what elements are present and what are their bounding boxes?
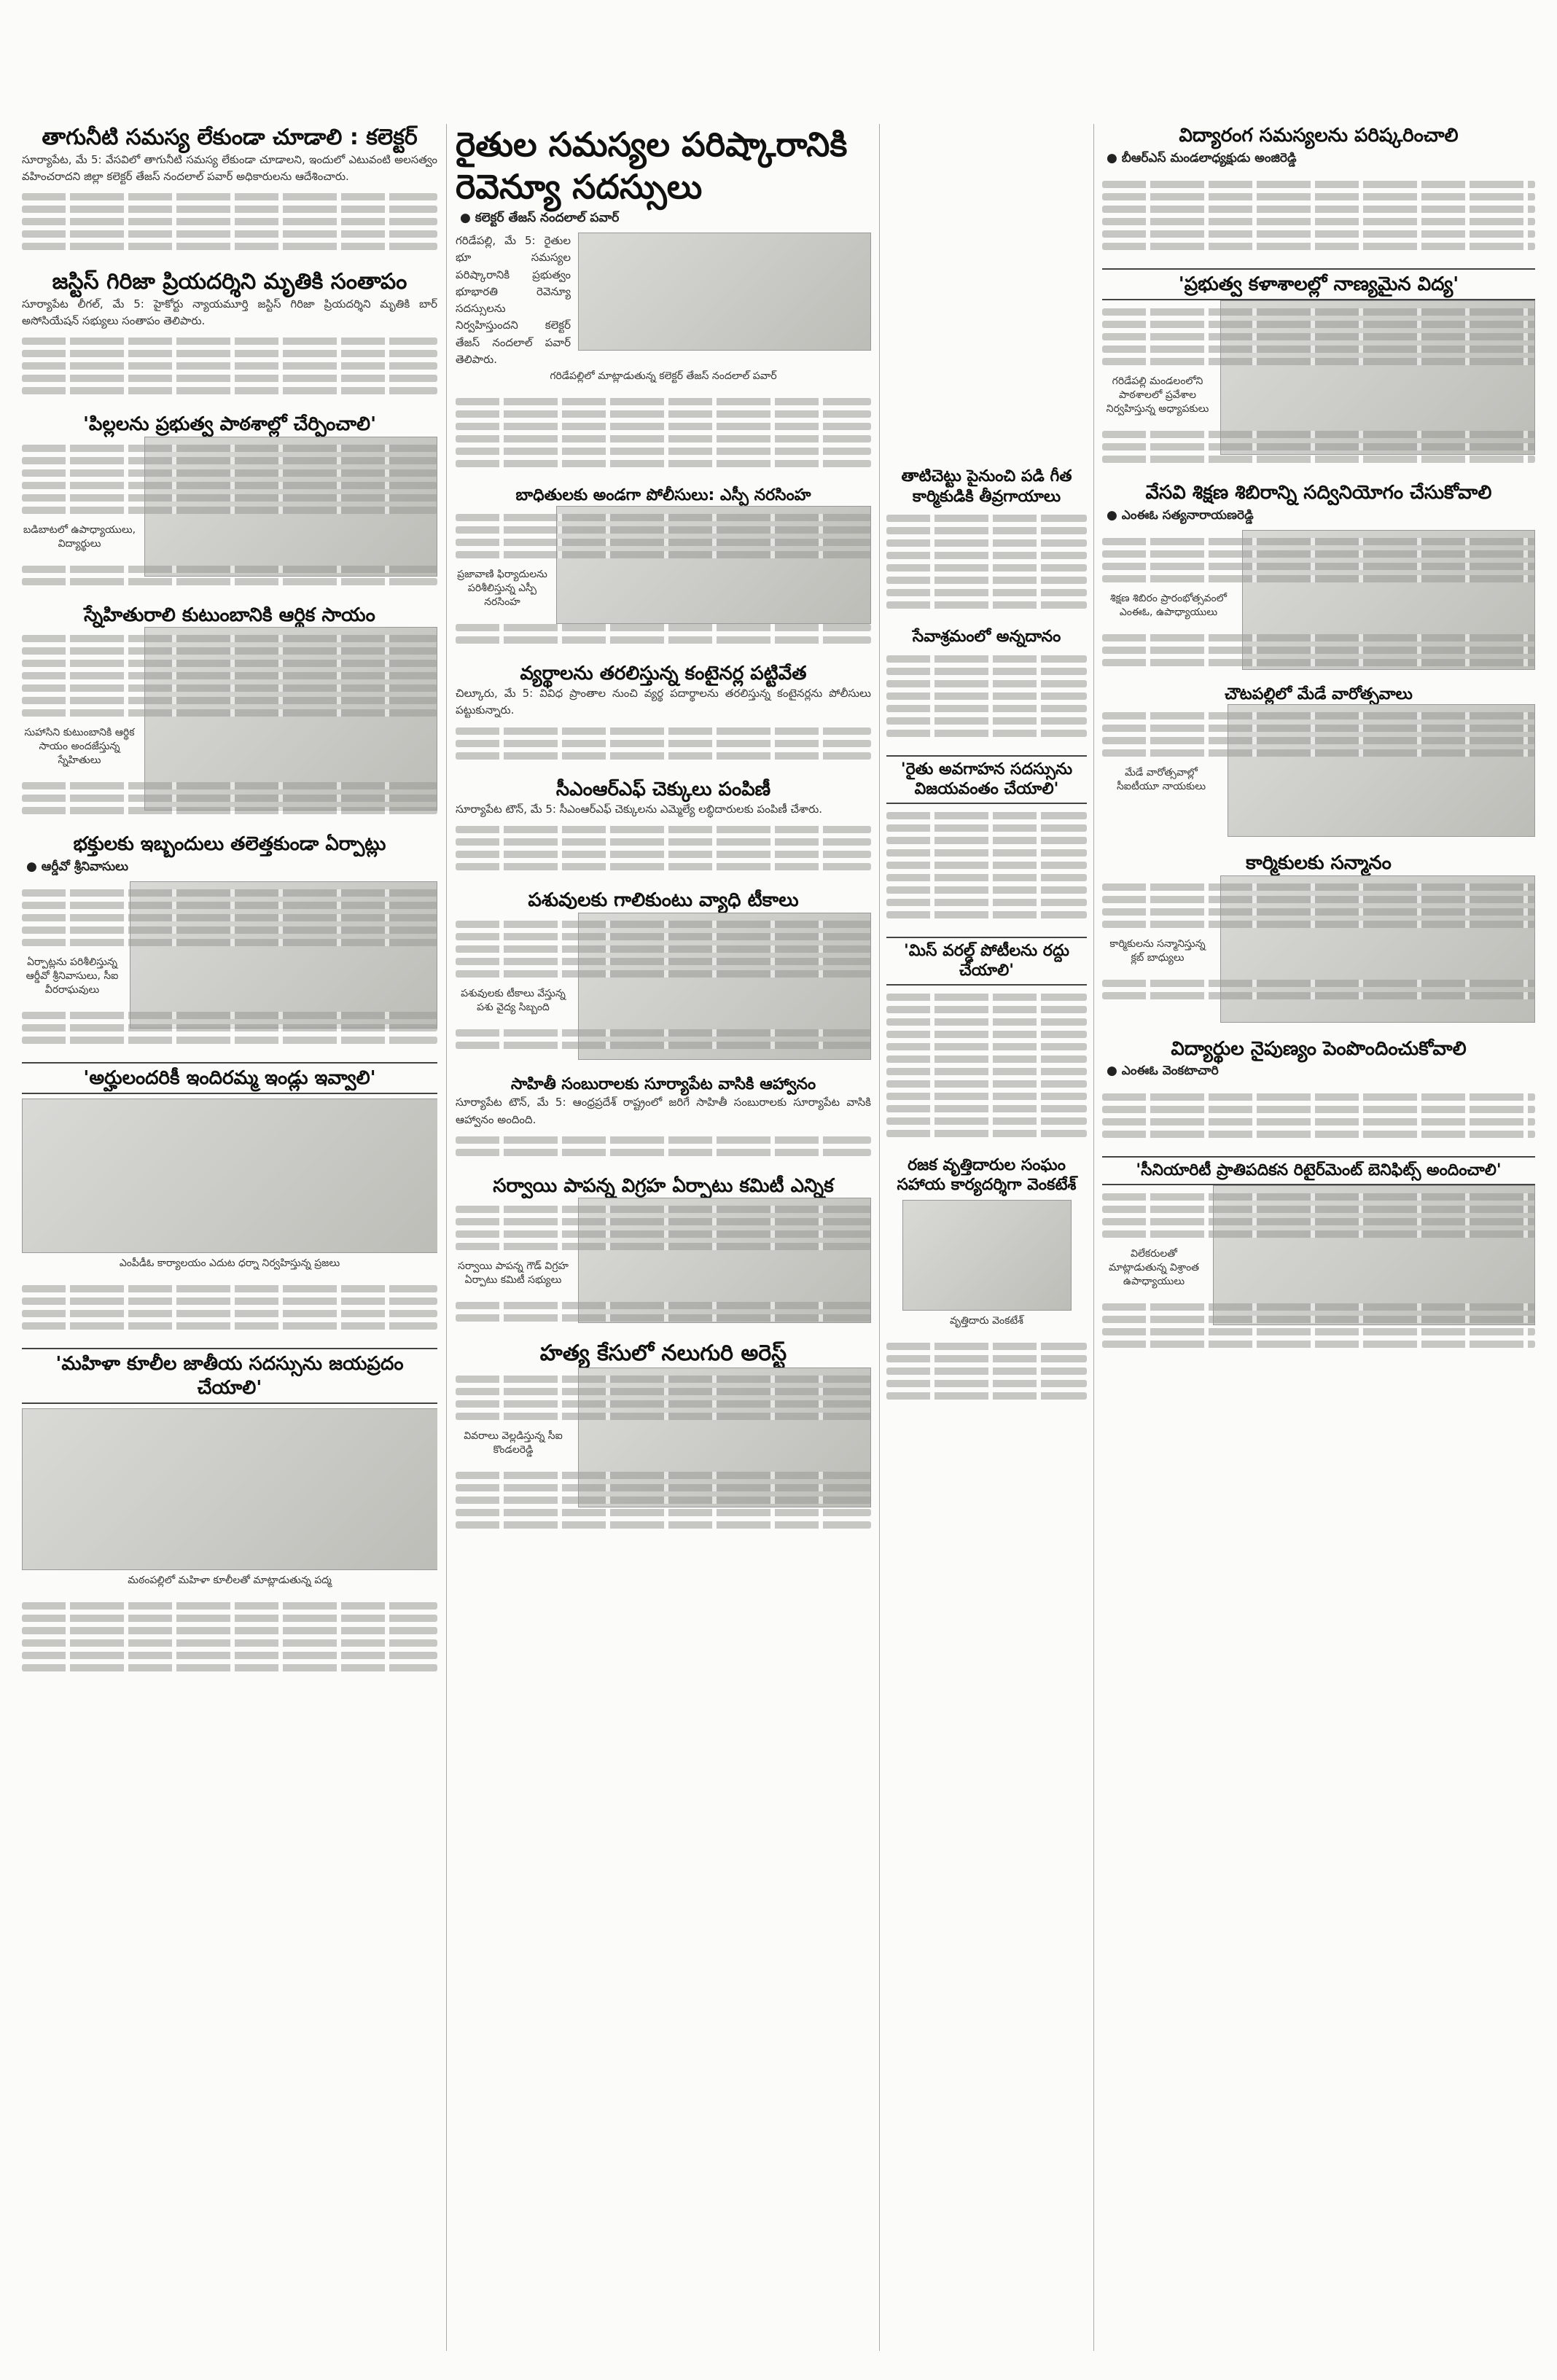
- article-sahithi: [456, 1074, 871, 1164]
- text-line: [886, 601, 1087, 609]
- article-text: [1102, 173, 1535, 258]
- text-line: [1102, 1218, 1535, 1225]
- photo-caption: ప్రజావాణి ఫిర్యాదులను పరిశీలిస్తున్న ఎస్పీ నరసింహ: [457, 568, 547, 608]
- text-line: [456, 1218, 871, 1225]
- text-line: [1102, 308, 1535, 316]
- text-line: [22, 193, 437, 200]
- headline: భక్తులకు ఇబ్బందులు తలెత్తకుండా ఏర్పాట్లు: [73, 833, 386, 855]
- text-line: [886, 1355, 1087, 1362]
- photo-caption: వివరాలు వెల్లడిస్తున్న సీఐ కొండలరెడ్డి: [464, 1429, 563, 1456]
- text-line: [886, 527, 1087, 534]
- text-line: [1102, 1118, 1535, 1125]
- headline: 'సీనియారిటీ ప్రాతిపదికన రిటైర్‌మెంట్ బెనిఫిట్స్ అందించాలి': [1102, 1156, 1535, 1185]
- text-line: [1102, 659, 1535, 666]
- text-line: [1102, 1316, 1535, 1323]
- article-education-issues: [1102, 124, 1535, 258]
- article-text: [1102, 1085, 1535, 1146]
- text-line: [886, 539, 1087, 547]
- news-photo: [556, 506, 871, 624]
- text-line: [886, 1380, 1087, 1387]
- text-line: [22, 445, 437, 452]
- text-line: [456, 1314, 871, 1322]
- article-text: [456, 818, 871, 878]
- text-line: [456, 958, 871, 965]
- headline: బాధితులకు అండగా పోలీసులు: ఎస్పీ నరసింహ: [515, 486, 811, 504]
- text-line: [22, 1298, 437, 1305]
- text-line: [886, 1068, 1087, 1075]
- article-retirement-benefits: [1102, 1156, 1535, 1356]
- photo-caption: సుహాసిని కుటుంబానికి ఆర్థిక సాయం అందజేస్తున్న స్నేహితులు: [24, 727, 135, 766]
- text-line: [886, 1105, 1087, 1112]
- text-line: [1102, 1193, 1535, 1201]
- column-1: [22, 124, 437, 1690]
- text-line: [1102, 921, 1535, 928]
- text-line: [1102, 456, 1535, 463]
- text-line: [886, 994, 1087, 1001]
- headline: వేసవి శిక్షణ శిబిరాన్ని సద్వినియోగం చేసుకోవాలి: [1145, 482, 1492, 504]
- news-photo: [22, 1408, 437, 1570]
- text-line: [456, 1376, 871, 1383]
- text-line: [1102, 431, 1535, 438]
- news-photo: [902, 1200, 1072, 1311]
- text-line: [456, 1230, 871, 1238]
- article-drinking-water: [22, 124, 437, 258]
- text-line: [886, 1367, 1087, 1375]
- text-line: [456, 1413, 871, 1420]
- text-line: [456, 539, 871, 546]
- text-line: [886, 577, 1087, 584]
- text-line: [886, 911, 1087, 918]
- text-line: [1102, 206, 1535, 213]
- text-line: [456, 624, 871, 631]
- column-divider: [1093, 124, 1094, 2351]
- article-text: [886, 986, 1087, 1145]
- article-body: సూర్యాపేట టౌన్, మే 5: ఆంధ్రప్రదేశ్ రాష్ట్రంలో జరిగే సాహితీ సంబురాలకు సూర్యాపేట వాసికి ఆహ్వానం అందింది.: [456, 1096, 871, 1126]
- text-line: [22, 338, 437, 345]
- headline: పశువులకు గాలికుంటు వ్యాధి టీకాలు: [528, 889, 799, 912]
- photo-caption: వృత్తిదారు వెంకటేశ్: [950, 1314, 1023, 1327]
- text-line: [886, 1130, 1087, 1137]
- text-line: [22, 494, 437, 502]
- text-line: [456, 514, 871, 521]
- article-text: [456, 1128, 871, 1164]
- column-2: [456, 124, 871, 1547]
- article-text: [456, 719, 871, 768]
- photo-caption: సర్వాయి పాపన్న గౌడ్ విగ్రహ ఏర్పాటు కమిటీ సభ్యులు: [458, 1260, 569, 1287]
- headline: 'పిల్లలను ప్రభుత్వ పాఠశాల్లో చేర్పించాలి': [82, 413, 377, 435]
- text-line: [456, 1388, 871, 1395]
- column-3: [886, 467, 1087, 1418]
- text-line: [22, 457, 437, 464]
- column-4: [1102, 124, 1535, 1366]
- text-line: [886, 515, 1087, 522]
- article-text: [22, 329, 437, 402]
- text-line: [1102, 1230, 1535, 1238]
- text-line: [886, 886, 1087, 894]
- text-line: [456, 1472, 871, 1479]
- main-headline: రైతుల సమస్యల పరిష్కారానికి రెవెన్యూ సదస్సులు: [456, 125, 848, 206]
- text-line: [22, 647, 437, 655]
- article-body: చిల్కూరు, మే 5: వివిధ ప్రాంతాల నుంచి వ్యర్థ పదార్థాలను తరలిస్తున్న కంటైనర్లను పోలీసులు పట్టుకున్నారు.: [456, 687, 871, 717]
- article-text: [22, 1594, 437, 1679]
- text-line: [886, 1080, 1087, 1088]
- text-line: [22, 1310, 437, 1317]
- text-line: [886, 824, 1087, 832]
- photo-caption: ఏర్పాట్లను పరిశీలిస్తున్న ఆర్డీవో శ్రీనివాసులు, సీఐ వీరరాఘవులు: [26, 956, 119, 996]
- text-line: [886, 705, 1087, 712]
- text-line: [22, 1285, 437, 1292]
- article-text: [456, 1464, 871, 1537]
- text-line: [886, 668, 1087, 675]
- text-line: [22, 469, 437, 477]
- text-line: [22, 1602, 437, 1610]
- text-line: [22, 709, 437, 717]
- text-line: [456, 1206, 871, 1213]
- text-line: [22, 1627, 437, 1634]
- article-text: [886, 804, 1087, 926]
- text-line: [456, 1243, 871, 1250]
- text-line: [456, 551, 871, 558]
- text-line: [1102, 193, 1535, 200]
- article-toddy-tapper: [886, 467, 1087, 617]
- text-line: [1102, 992, 1535, 999]
- text-line: [456, 636, 871, 644]
- article-student-skills: [1102, 1037, 1535, 1147]
- photo-caption: మఠంపల్లిలో మహిళా కూలీలతో మాట్లాడుతున్న పద్మ: [128, 1575, 332, 1586]
- text-line: [22, 578, 437, 585]
- article-containers: [456, 662, 871, 768]
- headline: 'ప్రభుత్వ కళాశాలల్లో నాణ్యమైన విద్య': [1102, 268, 1535, 301]
- text-line: [886, 1018, 1087, 1026]
- article-body: సూర్యాపేట లీగల్, మే 5: హైకోర్టు న్యాయమూర్తి జస్టిస్ గిరిజా ప్రియదర్శిని మృతికి బార్ అసోసియేషన్ సభ్యులు సంతాపం తెలిపారు.: [22, 297, 437, 327]
- text-line: [1102, 634, 1535, 641]
- headline: హత్య కేసులో నలుగురి అరెస్ట్: [539, 1341, 787, 1367]
- text-line: [456, 1029, 871, 1037]
- text-line: [22, 889, 437, 897]
- article-murder-arrest: [456, 1340, 871, 1537]
- text-line: [22, 914, 437, 921]
- headline: కార్మికులకు సన్మానం: [1246, 852, 1392, 874]
- headline: రజక వృత్తిదారుల సంఘం సహాయ కార్యదర్శిగా వెంకటేశ్: [897, 1155, 1077, 1194]
- article-financial-help: [22, 604, 437, 823]
- text-line: [1102, 1093, 1535, 1101]
- text-line: [456, 1302, 871, 1309]
- text-line: [886, 1093, 1087, 1100]
- article-devotees: [22, 832, 437, 1052]
- byline: ● ఎంఈఓ వెంకటాచారి: [1107, 1064, 1219, 1078]
- text-line: [456, 1484, 871, 1491]
- text-line: [22, 362, 437, 370]
- text-line: [22, 482, 437, 489]
- text-line: [22, 1024, 437, 1031]
- text-line: [22, 243, 437, 250]
- text-line: [456, 933, 871, 940]
- text-line: [22, 566, 437, 573]
- text-line: [456, 851, 871, 858]
- text-line: [456, 1136, 871, 1144]
- photo-caption: విలేకరులతో మాట్లాడుతున్న విశ్రాంత ఉపాధ్యాయులు: [1108, 1247, 1200, 1287]
- text-line: [22, 387, 437, 394]
- article-text: [456, 913, 871, 986]
- text-line: [886, 899, 1087, 906]
- text-line: [1102, 181, 1535, 188]
- text-line: [1102, 1303, 1535, 1311]
- article-text: [886, 647, 1087, 745]
- column-divider: [879, 124, 880, 2351]
- text-line: [22, 660, 437, 667]
- text-line: [1102, 230, 1535, 238]
- text-line: [22, 218, 437, 225]
- text-line: [1102, 647, 1535, 654]
- article-govt-school: [22, 413, 437, 593]
- text-line: [456, 727, 871, 735]
- text-line: [1102, 563, 1535, 570]
- text-line: [1102, 712, 1535, 719]
- text-line: [886, 692, 1087, 700]
- text-line: [1102, 321, 1535, 328]
- text-line: [1102, 980, 1535, 987]
- text-line: [456, 826, 871, 833]
- text-line: [22, 1322, 437, 1330]
- text-line: [22, 1652, 437, 1659]
- article-text: [22, 1277, 437, 1338]
- photo-caption: గరిడేపల్లి మండలంలోని పాఠశాలలో ప్రవేశాల నిర్వహిస్తున్న అధ్యాపకులు: [1106, 375, 1209, 415]
- article-body: సూర్యాపేట, మే 5: వేసవిలో తాగునీటి సమస్య లేకుండా చూడాలని, ఇందులో ఎటువంటి అలసత్వం వహించరాదని జిల్లా కలెక్టర్ తేజస్ నందలాల్ పవార్ అధికారులను ఆదేశించారు.: [22, 152, 437, 183]
- article-miss-world: [886, 937, 1087, 1145]
- news-photo: [578, 233, 871, 351]
- text-line: [456, 526, 871, 534]
- article-revenue-sadassulu: [456, 124, 871, 475]
- text-line: [22, 206, 437, 213]
- headline: విద్యారంగ సమస్యలను పరిష్కరించాలి: [1179, 125, 1459, 147]
- text-line: [886, 874, 1087, 881]
- text-line: [456, 1042, 871, 1049]
- article-indiramma-houses: [22, 1062, 437, 1338]
- text-line: [22, 1012, 437, 1019]
- text-line: [886, 849, 1087, 857]
- photo-caption: శిక్షణ శిబిరం ప్రారంభోత్సవంలో ఎంఈఓ, ఉపాధ్యాయులు: [1109, 592, 1228, 618]
- text-line: [456, 752, 871, 760]
- article-text: [886, 507, 1087, 617]
- text-line: [1102, 358, 1535, 365]
- article-police-support: [456, 485, 871, 652]
- text-line: [22, 807, 437, 814]
- article-body: సూర్యాపేట టౌన్, మే 5: సీఎంఆర్ఎఫ్ చెక్కులను ఎమ్మెల్యే లబ్ధిదారులకు పంపిణీ చేశారు.: [456, 803, 823, 816]
- headline: సర్వాయి పాపన్న విగ్రహ ఏర్పాటు కమిటీ ఎన్నిక: [493, 1174, 834, 1197]
- headline: తాటిచెట్టు పైనుంచి పడి గీత కార్మికుడికి తీవ్రగాయాలు: [901, 467, 1072, 506]
- text-line: [1102, 243, 1535, 250]
- text-line: [1102, 346, 1535, 353]
- byline: ● కలెక్టర్ తేజస్ నందలాల్ పవార్: [460, 211, 620, 225]
- headline: సాహితీ సంబురాలకు సూర్యాపేట వాసికి ఆహ్వానం: [510, 1074, 816, 1093]
- article-text: [1102, 1295, 1535, 1356]
- text-line: [456, 1497, 871, 1504]
- article-text: [456, 390, 871, 475]
- text-line: [456, 1400, 871, 1408]
- article-rajaka-sangham: [886, 1155, 1087, 1408]
- article-text: [22, 881, 437, 954]
- article-text: [22, 185, 437, 258]
- article-women-labourers: [22, 1348, 437, 1679]
- news-photo: [22, 1099, 437, 1253]
- text-line: [886, 589, 1087, 596]
- photo-caption: ఎంపీడీఓ కార్యాలయం ఎదుట ధర్నా నిర్వహిస్తున్న ప్రజలు: [119, 1257, 340, 1269]
- text-line: [22, 795, 437, 802]
- text-line: [886, 1031, 1087, 1038]
- text-line: [1102, 575, 1535, 582]
- headline: 'మహిళా కూలీల జాతీయ సదస్సును జయప్రదం చేయాలి': [22, 1348, 437, 1404]
- article-cmrf: [456, 778, 871, 879]
- text-line: [456, 921, 871, 928]
- headline: చౌటపల్లిలో మేడే వారోత్సవాలు: [1225, 684, 1413, 703]
- text-line: [456, 435, 871, 442]
- text-line: [456, 1521, 871, 1529]
- text-line: [22, 507, 437, 514]
- text-line: [22, 230, 437, 238]
- headline: 'రైతు అవగాహన సదస్సును విజయవంతం చేయాలి': [886, 755, 1087, 804]
- text-line: [1102, 333, 1535, 340]
- text-line: [22, 1615, 437, 1622]
- text-line: [886, 1006, 1087, 1013]
- article-vaccination: [456, 889, 871, 1064]
- text-line: [1102, 749, 1535, 757]
- text-line: [886, 862, 1087, 869]
- text-line: [886, 837, 1087, 844]
- headline: విద్యార్థుల నైపుణ్యం పెంపొందించుకోవాలి: [1171, 1037, 1467, 1060]
- column-divider: [446, 124, 447, 2351]
- text-line: [22, 1037, 437, 1044]
- text-line: [886, 1343, 1087, 1350]
- byline: ● ఆర్డీవో శ్రీనివాసులు: [26, 859, 129, 874]
- article-text: [22, 627, 437, 725]
- text-line: [22, 672, 437, 679]
- text-line: [886, 717, 1087, 725]
- article-may-day: [1102, 684, 1535, 842]
- headline: వ్యర్థాలను తరలిస్తున్న కంటైనర్ల పట్టివేత: [520, 662, 807, 684]
- text-line: [1102, 908, 1535, 916]
- text-line: [22, 939, 437, 946]
- text-line: [456, 410, 871, 418]
- headline: స్నేహితురాలి కుటుంబానికి ఆర్థిక సాయం: [84, 604, 375, 626]
- text-line: [1102, 550, 1535, 558]
- photo-caption: గరిడేపల్లిలో మాట్లాడుతున్న కలెక్టర్ తేజస్ నందలాల్ పవార్: [550, 370, 777, 382]
- article-condolence: [22, 268, 437, 402]
- text-line: [886, 552, 1087, 559]
- byline: ● బీఆర్ఎస్ మండలాధ్యక్షుడు అంజిరెడ్డి: [1107, 150, 1297, 165]
- text-line: [22, 697, 437, 704]
- text-line: [886, 812, 1087, 819]
- text-line: [886, 730, 1087, 737]
- byline: ● ఎంఈఓ సత్యనారాయణరెడ్డి: [1107, 507, 1254, 523]
- text-line: [22, 375, 437, 382]
- text-line: [456, 448, 871, 455]
- text-line: [456, 970, 871, 978]
- headline: 'అర్హులందరికీ ఇందిరమ్మ ఇండ్లు ఇవ్వాలి': [22, 1062, 437, 1095]
- text-line: [1102, 1341, 1535, 1348]
- article-summer-camp: [1102, 481, 1535, 674]
- text-line: [22, 902, 437, 909]
- text-line: [456, 423, 871, 430]
- text-line: [1102, 896, 1535, 903]
- article-text: [886, 1335, 1087, 1408]
- photo-caption: మేడే వారోత్సవాల్లో సీఐటీయూ నాయకులు: [1116, 767, 1206, 792]
- text-line: [456, 1509, 871, 1516]
- headline: 'మిస్ వరల్డ్ పోటీలను రద్దు చేయాలి': [886, 937, 1087, 986]
- headline: తాగునీటి సమస్య లేకుండా చూడాలి : కలెక్టర్: [42, 125, 418, 150]
- text-line: [886, 1043, 1087, 1050]
- photo-caption: పశువులకు టీకాలు వేస్తున్న పశు వైద్య సిబ్బంది: [461, 987, 566, 1013]
- text-line: [886, 1392, 1087, 1400]
- text-line: [22, 926, 437, 934]
- text-line: [456, 398, 871, 405]
- text-line: [1102, 443, 1535, 450]
- photo-caption: బడిబాటలో ఉపాధ్యాయులు, విద్యార్థులు: [23, 523, 136, 550]
- text-line: [456, 945, 871, 953]
- headline: సీఎంఆర్ఎఫ్ చెక్కులు పంపిణీ: [555, 778, 771, 800]
- text-line: [1102, 737, 1535, 744]
- text-line: [886, 564, 1087, 571]
- text-line: [456, 740, 871, 747]
- article-text: [1102, 300, 1535, 373]
- text-line: [456, 1149, 871, 1156]
- text-line: [22, 684, 437, 692]
- text-line: [886, 1117, 1087, 1125]
- text-line: [1102, 725, 1535, 732]
- text-line: [886, 1056, 1087, 1063]
- text-line: [22, 635, 437, 642]
- text-line: [456, 460, 871, 467]
- text-line: [1102, 538, 1535, 545]
- headline: జస్టిస్ గిరిజా ప్రియదర్శిని మృతికి సంతాపం: [52, 269, 407, 294]
- article-papanna-committee: [456, 1174, 871, 1330]
- article-body: గరిడేపల్లి, మే 5: రైతుల భూ సమస్యల పరిష్కారానికి ప్రభుత్వం భూభారతి రెవెన్యూ సదస్సులను నిర్వహిస్తుందని కలెక్టర్ తేజస్ నందలాల్ పవార్ తెలిపారు.: [456, 234, 571, 366]
- text-line: [1102, 1328, 1535, 1335]
- headline: సేవాశ్రమంలో అన్నదానం: [912, 628, 1061, 646]
- article-annadanam: [886, 627, 1087, 745]
- text-line: [22, 782, 437, 789]
- text-line: [22, 350, 437, 357]
- text-line: [1102, 1206, 1535, 1213]
- article-workers-felicitation: [1102, 851, 1535, 1027]
- text-line: [1102, 218, 1535, 225]
- text-line: [886, 655, 1087, 663]
- article-govt-colleges: [1102, 268, 1535, 472]
- text-line: [22, 1664, 437, 1671]
- text-line: [1102, 883, 1535, 891]
- text-line: [22, 1639, 437, 1647]
- text-line: [456, 863, 871, 870]
- photo-caption: కార్మికులను సన్మానిస్తున్న క్లబ్ బాధ్యులు: [1109, 937, 1206, 964]
- text-line: [456, 838, 871, 846]
- text-line: [1102, 1106, 1535, 1113]
- article-farmer-awareness: [886, 755, 1087, 926]
- text-line: [886, 680, 1087, 687]
- text-line: [1102, 1131, 1535, 1138]
